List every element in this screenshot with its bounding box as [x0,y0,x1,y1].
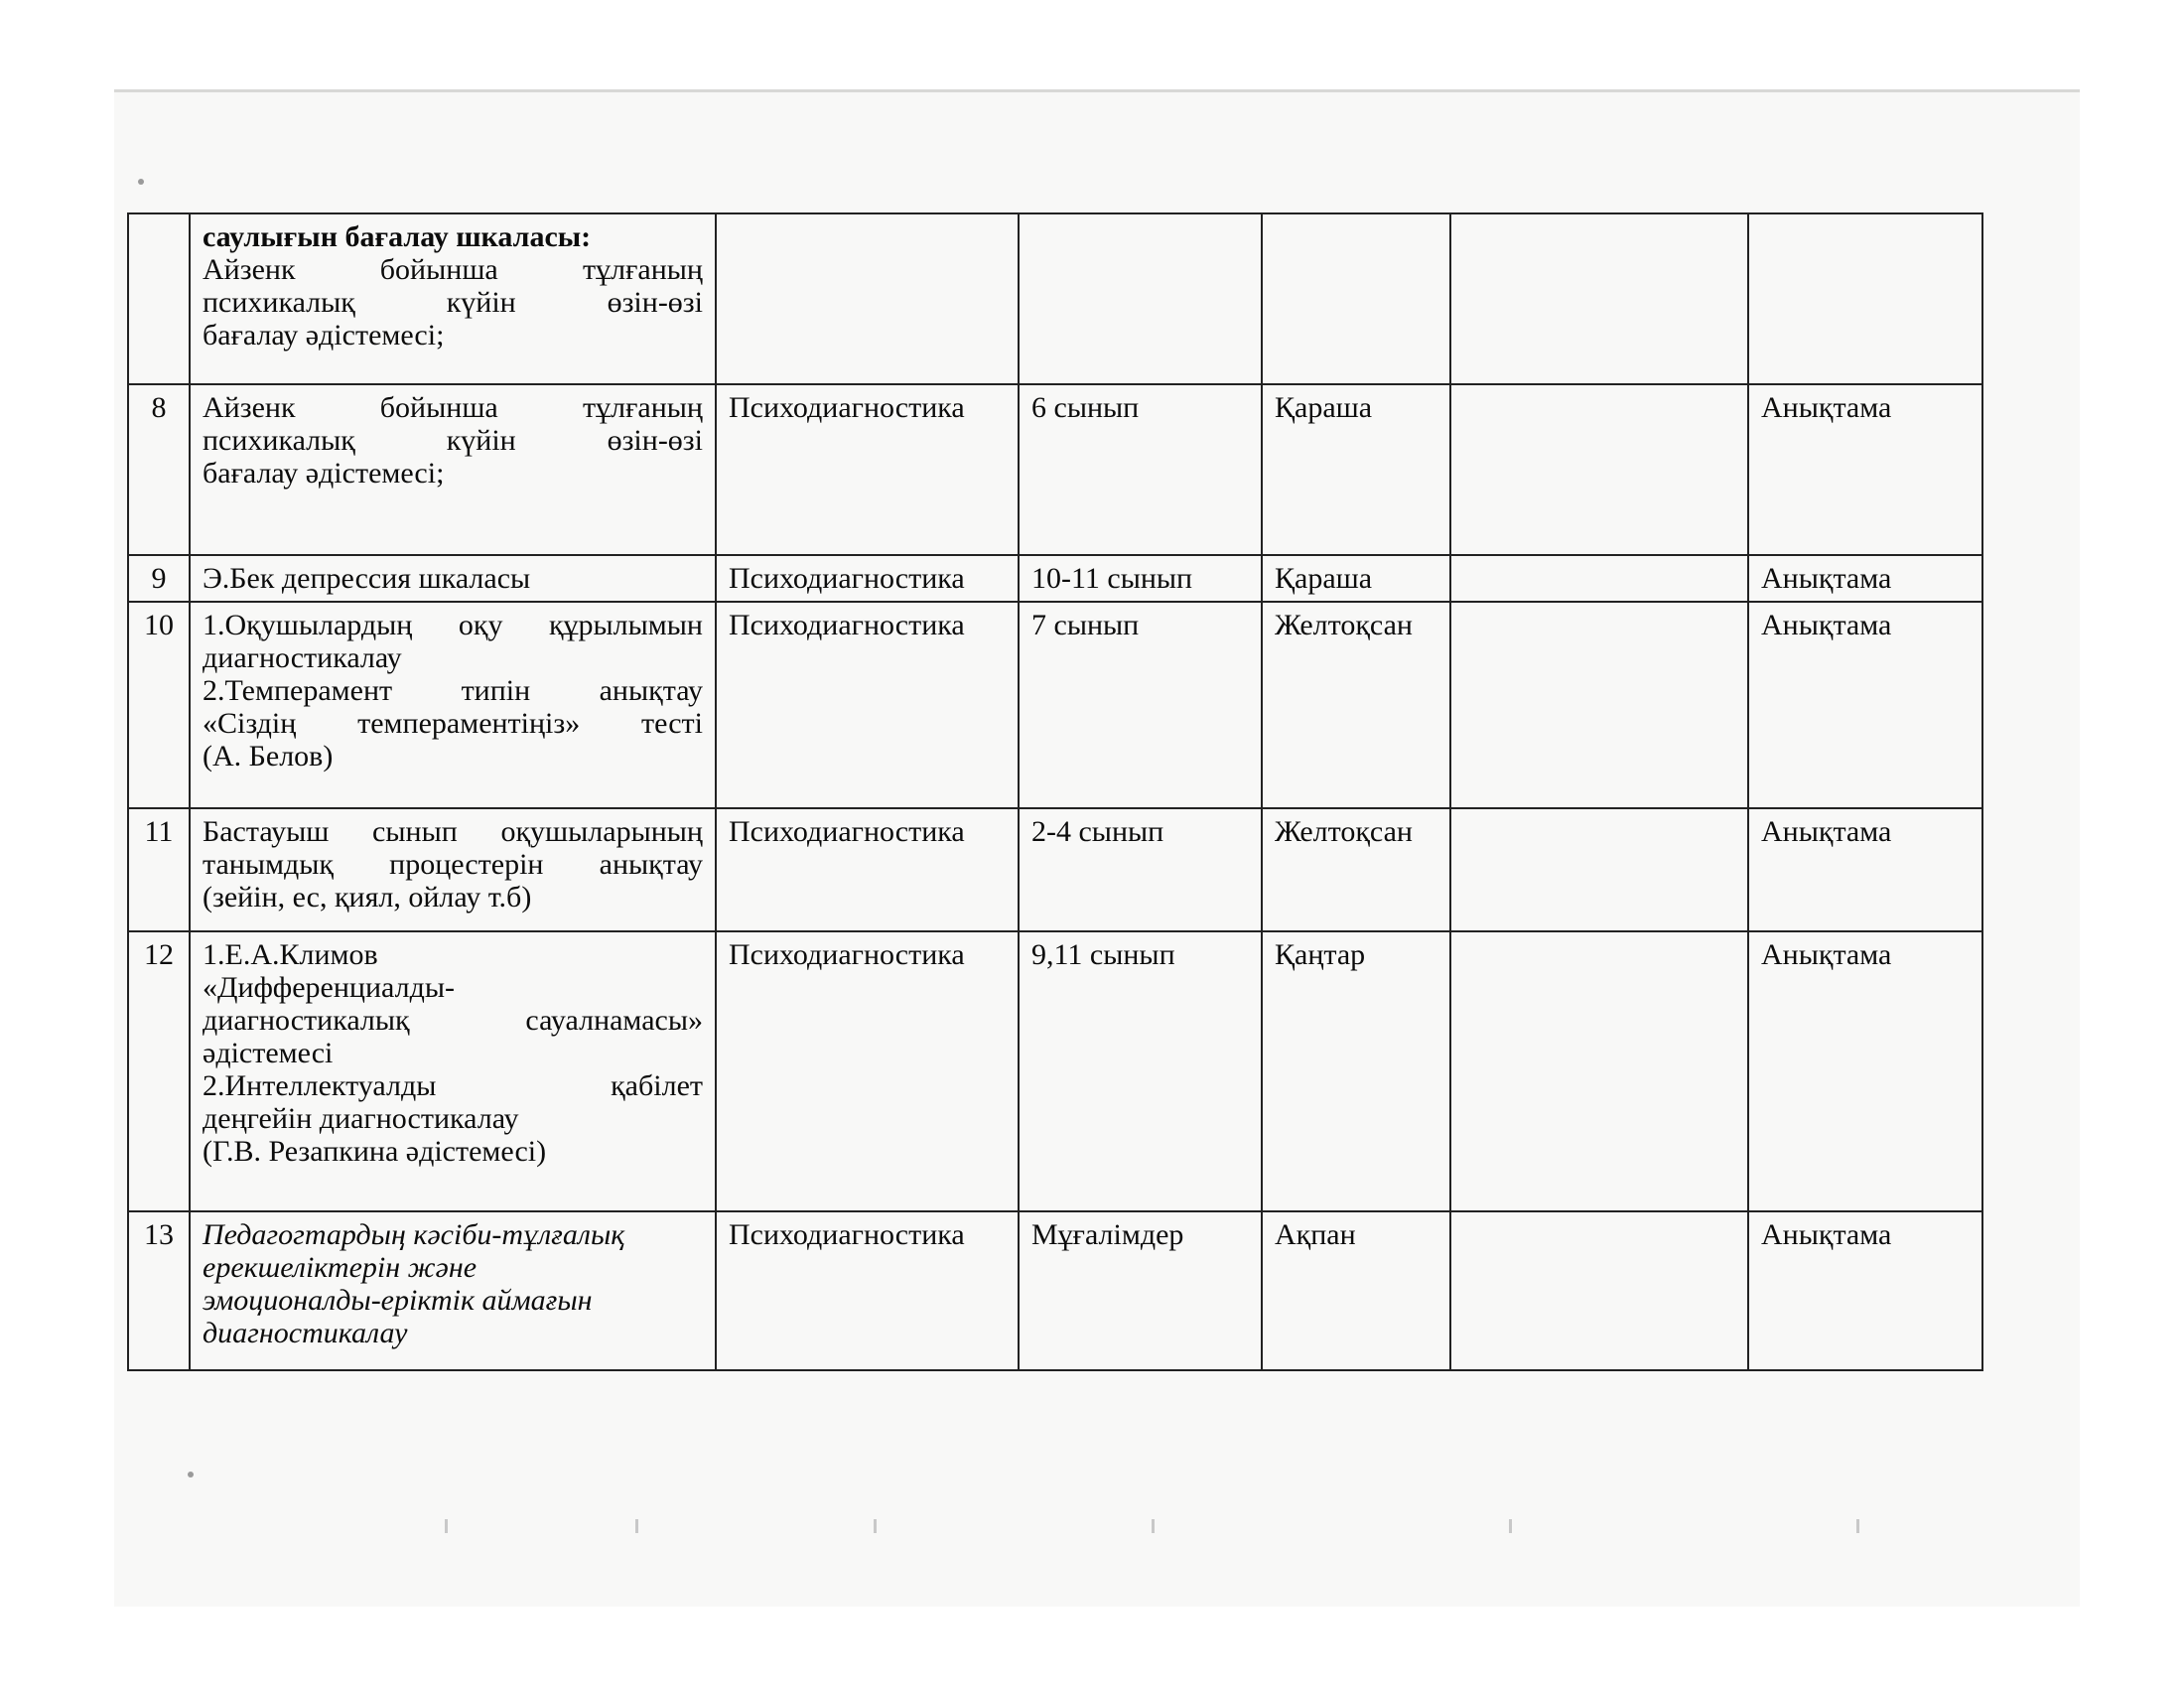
row-type [716,213,1019,384]
description-line: әдістемесі [203,1037,334,1069]
row-number [128,213,190,384]
row-period: Қараша [1262,555,1450,602]
row-number: 8 [128,384,190,555]
row-number: 10 [128,602,190,808]
description-line: Айзенк бойынша тұлғаның [203,391,703,424]
row-responsible [1450,602,1748,808]
description-line: Педагогтардың кәсіби-тұлғалық [203,1218,625,1251]
description-line: (Г.В. Резапкина әдістемесі) [203,1135,547,1168]
row-number: 11 [128,808,190,931]
description-line: 1.Е.А.Климов [203,938,378,971]
description-line: деңгейін диагностикалау [203,1102,519,1135]
table-row [128,384,1982,555]
row-form: Анықтама [1748,384,1982,555]
speck [188,1472,194,1477]
row-form [1748,213,1982,384]
row-description [190,808,716,931]
row-type: Психодиагностика [716,808,1019,931]
speck [874,1519,877,1533]
speck [138,179,144,185]
row-responsible [1450,808,1748,931]
row-period: Қаңтар [1262,931,1450,1211]
row-target: 2-4 сынып [1019,808,1262,931]
row-responsible [1450,384,1748,555]
work-plan-table [127,212,1983,1371]
description-line: диагностикалау [203,1317,408,1349]
row-form: Анықтама [1748,808,1982,931]
row-description [190,1211,716,1370]
table-row [128,1211,1982,1370]
row-form: Анықтама [1748,602,1982,808]
row-number: 13 [128,1211,190,1370]
row-target: 7 сынып [1019,602,1262,808]
row-type: Психодиагностика [716,931,1019,1211]
row-responsible [1450,1211,1748,1370]
row-period: Желтоқсан [1262,602,1450,808]
description-line: Э.Бек депрессия шкаласы [203,562,531,595]
row-period [1262,213,1450,384]
description-line: «Сіздің темпераментіңіз» тесті [203,707,703,740]
row-target: 10-11 сынып [1019,555,1262,602]
row-responsible [1450,213,1748,384]
row-type: Психодиагностика [716,384,1019,555]
row-period: Қараша [1262,384,1450,555]
row-type: Психодиагностика [716,1211,1019,1370]
description-line: диагностикалық сауалнамасы» [203,1004,703,1037]
row-type: Психодиагностика [716,602,1019,808]
row-form: Анықтама [1748,1211,1982,1370]
row-description [190,602,716,808]
description-line: эмоционалды-еріктік аймағын [203,1284,593,1317]
row-description [190,384,716,555]
description-line: психикалық күйін өзін-өзі [203,424,703,457]
description-line: саулығын бағалау шкаласы: [203,220,592,253]
row-target [1019,213,1262,384]
description-line: Бастауыш сынып оқушыларының [203,815,703,848]
description-line: Айзенк бойынша тұлғаның [203,253,703,286]
row-form: Анықтама [1748,555,1982,602]
row-number: 12 [128,931,190,1211]
description-line: танымдық процестерін анықтау [203,848,703,881]
row-target: 9,11 сынып [1019,931,1262,1211]
table-row [128,213,1982,384]
row-target: Мұғалімдер [1019,1211,1262,1370]
description-line: 2.Интеллектуалды қабілет [203,1069,703,1102]
speck [1152,1519,1155,1533]
table-row [128,931,1982,1211]
row-responsible [1450,931,1748,1211]
description-line: 2.Темперамент типін анықтау [203,674,703,707]
speck [1509,1519,1512,1533]
speck [1856,1519,1859,1533]
row-description [190,213,716,384]
row-responsible [1450,555,1748,602]
speck [445,1519,448,1533]
row-type: Психодиагностика [716,555,1019,602]
row-description [190,931,716,1211]
description-line: диагностикалау [203,641,402,674]
row-number: 9 [128,555,190,602]
table-row [128,808,1982,931]
description-line: бағалау әдістемесі; [203,319,445,352]
table-row [128,602,1982,808]
row-description [190,555,716,602]
description-line: (зейін, ес, қиял, ойлау т.б) [203,881,532,914]
description-line: (А. Белов) [203,740,334,773]
row-period: Ақпан [1262,1211,1450,1370]
speck [635,1519,638,1533]
table-row [128,555,1982,602]
row-target: 6 сынып [1019,384,1262,555]
description-line: «Дифференциалды- [203,971,455,1004]
description-line: 1.Оқушылардың оқу құрылымын [203,609,703,641]
description-line: бағалау әдістемесі; [203,457,445,490]
row-form: Анықтама [1748,931,1982,1211]
description-line: ерекшеліктерін және [203,1251,478,1284]
description-line: психикалық күйін өзін-өзі [203,286,703,319]
row-period: Желтоқсан [1262,808,1450,931]
